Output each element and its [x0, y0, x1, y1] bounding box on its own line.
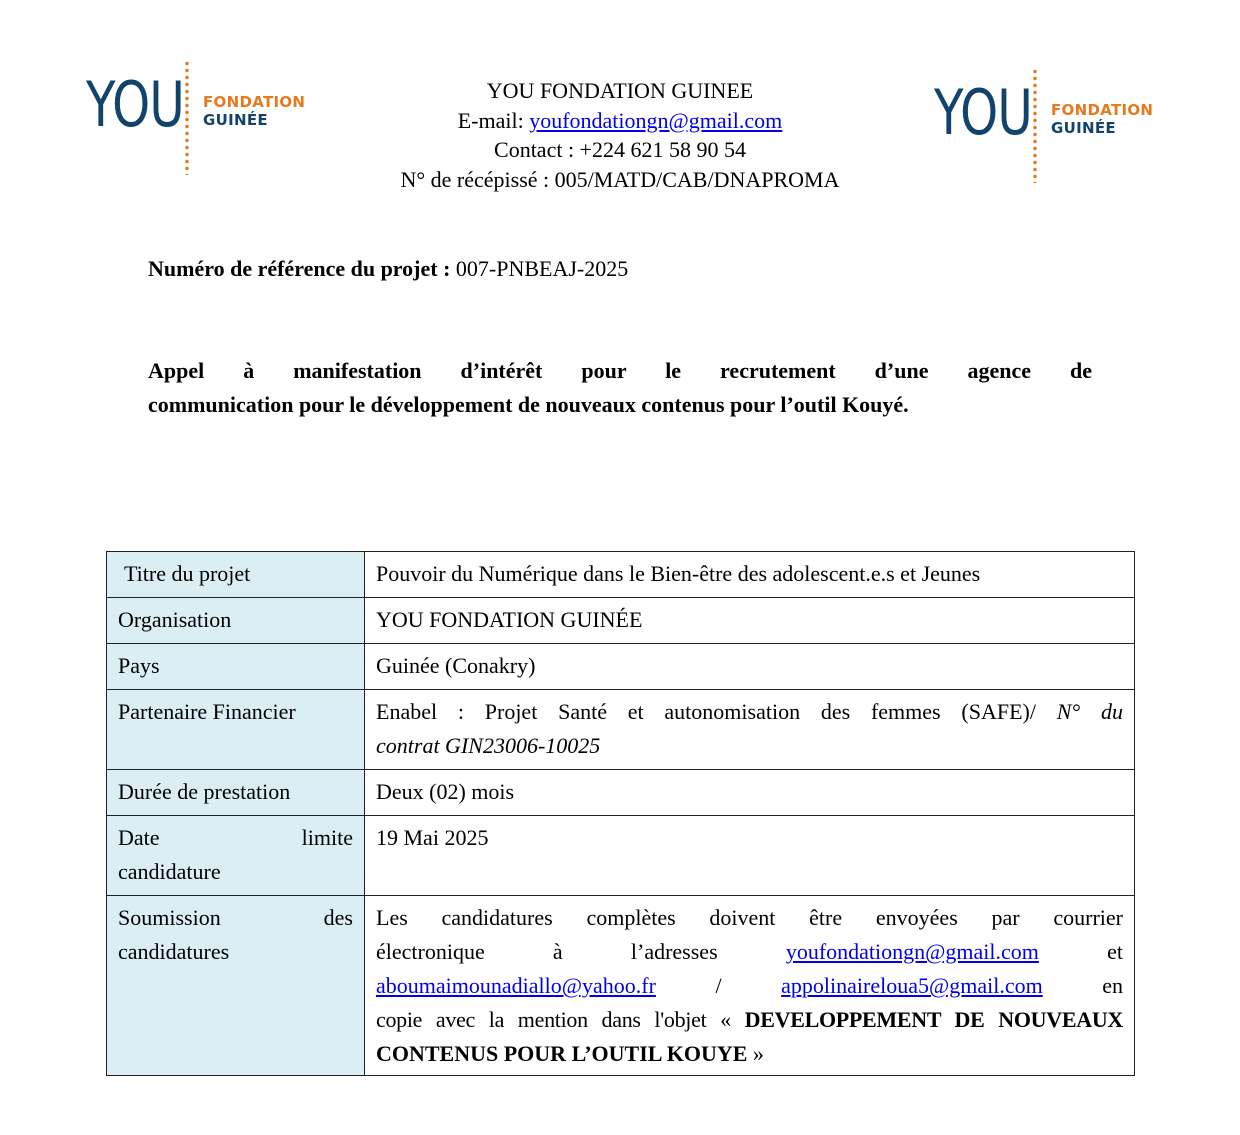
subject-mention-2: CONTENUS POUR L’OUTIL KOUYE	[376, 1041, 748, 1066]
submission-email-3[interactable]: appolinaireloua5@gmail.com	[781, 973, 1043, 998]
email-label: E-mail:	[457, 107, 524, 133]
submission-line4: copie avec la mention dans l'objet « DEVELOPPEMENT DE NOUVEAUX	[376, 1007, 1123, 1032]
logo-line2: GUINÉE	[203, 111, 268, 129]
table-row	[107, 552, 1135, 598]
row-label: Durée de prestation	[107, 770, 365, 816]
label-line2: candidature	[118, 859, 221, 884]
logo-dotted-divider	[1033, 68, 1037, 183]
submission-line5: CONTENUS POUR L’OUTIL KOUYE »	[376, 1041, 764, 1066]
submission-line2: électronique à l’adresses youfondationgn@gmail.com et	[376, 939, 1123, 964]
you-fondation-logo-left	[86, 60, 306, 175]
submission-line3: aboumaimounadiallo@yahoo.fr / appolinaireloua5@gmail.com en	[376, 973, 1124, 998]
contact-line: Contact : +224 621 58 90 54	[494, 137, 746, 162]
table-row	[107, 598, 1135, 644]
call-title-line2: communication pour le développement de nouveaux contenus pour l’outil Kouyé.	[148, 392, 909, 417]
row-value: Deux (02) mois	[365, 770, 1135, 816]
project-reference	[148, 256, 628, 282]
subject-mention-1: DEVELOPPEMENT DE NOUVEAUX	[744, 1007, 1123, 1032]
funder-text: Enabel : Projet Santé et autonomisation des femmes (SAFE)/	[376, 699, 1036, 724]
org-name: YOU FONDATION GUINEE	[486, 78, 754, 103]
row-value: Pouvoir du Numérique dans le Bien-être des adolescent.e.s et Jeunes	[365, 552, 1135, 598]
project-info-table	[106, 551, 1135, 1076]
call-title	[148, 354, 1092, 422]
label-line1: Soumission des	[118, 905, 353, 930]
row-label: Partenaire Financier	[107, 690, 365, 770]
recepisse-line: N° de récépissé : 005/MATD/CAB/DNAPROMA	[400, 166, 840, 192]
submission-email-1[interactable]: youfondationgn@gmail.com	[785, 939, 1039, 964]
letterhead	[300, 76, 940, 194]
label-line2: candidatures	[118, 939, 230, 964]
label-line1: Date limite	[118, 825, 353, 850]
row-label: Organisation	[107, 598, 365, 644]
row-label: Titre du projet	[107, 552, 365, 598]
contract-label: N° du	[1056, 699, 1124, 724]
table-row	[107, 816, 1135, 896]
you-fondation-logo-right	[934, 68, 1154, 183]
submission-email-2[interactable]: aboumaimounadiallo@yahoo.fr	[376, 973, 656, 998]
row-value	[365, 896, 1135, 1076]
table-row	[107, 896, 1135, 1076]
row-value: YOU FONDATION GUINÉE	[365, 598, 1135, 644]
logo-dotted-divider	[185, 60, 189, 175]
logo-line1: FONDATION	[1051, 101, 1154, 119]
contract-number: contrat GIN23006-10025	[376, 733, 601, 758]
row-value: 19 Mai 2025	[365, 816, 1135, 896]
reference-label: Numéro de référence du projet :	[148, 256, 451, 281]
row-label: Pays	[107, 644, 365, 690]
call-title-line1: Appel à manifestation d’intérêt pour le recrutement d’une agence de	[148, 358, 1092, 383]
reference-value: 007-PNBEAJ-2025	[455, 256, 629, 281]
row-label	[107, 816, 365, 896]
logo-word: YOU	[86, 68, 185, 141]
row-label	[107, 896, 365, 1076]
submission-line1: Les candidatures complètes doivent être envoyées par courrier	[376, 905, 1123, 930]
header-email-link[interactable]: youfondationgn@gmail.com	[529, 107, 783, 133]
table-row	[107, 770, 1135, 816]
table-row	[107, 644, 1135, 690]
row-value	[365, 690, 1135, 770]
row-value: Guinée (Conakry)	[365, 644, 1135, 690]
logo-word: YOU	[934, 76, 1033, 149]
email-line	[300, 106, 940, 136]
table-row	[107, 690, 1135, 770]
logo-line2: GUINÉE	[1051, 119, 1116, 137]
logo-line1: FONDATION	[203, 93, 306, 111]
